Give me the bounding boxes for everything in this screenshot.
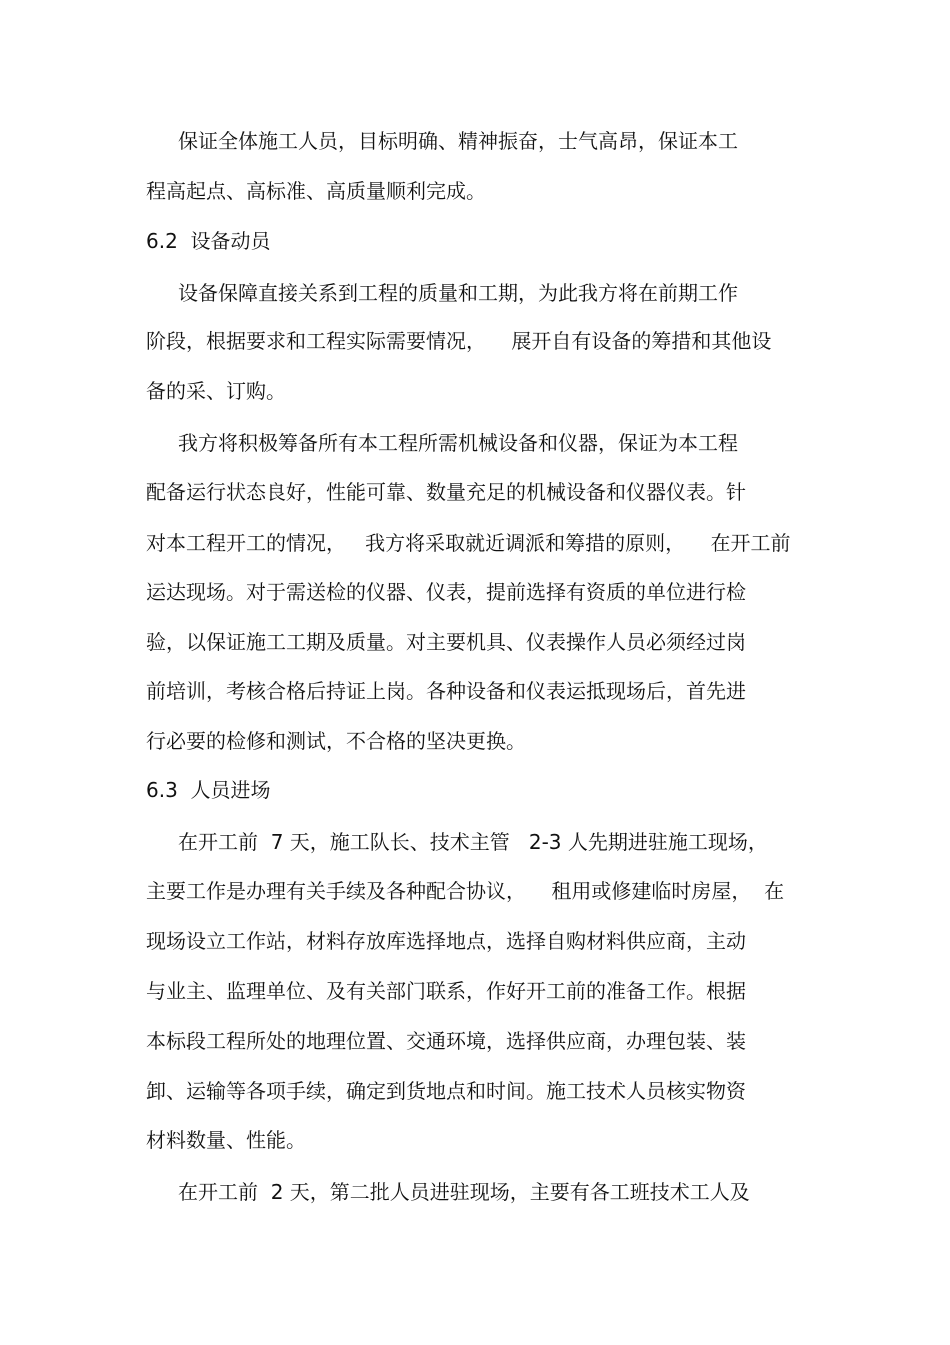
paragraph-line: 主要工作是办理有关手续及各种配合协议， 租用或修建临时房屋， 在 [146, 879, 785, 903]
paragraph-line: 配备运行状态良好，性能可靠、数量充足的机械设备和仪器仪表。针 [146, 480, 746, 504]
paragraph-line: 材料数量、性能。 [146, 1128, 306, 1152]
paragraph-line: 验，以保证施工工期及质量。对主要机具、仪表操作人员必须经过岗 [146, 630, 746, 654]
paragraph-line: 现场设立工作站，材料存放库选择地点，选择自购材料供应商，主动 [146, 929, 746, 953]
paragraph-line: 本标段工程所处的地理位置、交通环境，选择供应商，办理包装、装 [146, 1029, 746, 1053]
paragraph-line: 在开工前 2 天，第二批人员进驻现场，主要有各工班技术工人及 [178, 1180, 750, 1204]
paragraph-line: 对本工程开工的情况， 我方将采取就近调派和筹措的原则， 在开工前 [146, 531, 791, 555]
paragraph-line: 我方将积极筹备所有本工程所需机械设备和仪器，保证为本工程 [178, 431, 738, 455]
paragraph-line: 卸、运输等各项手续，确定到货地点和时间。施工技术人员核实物资 [146, 1079, 746, 1103]
paragraph-line: 前培训，考核合格后持证上岗。各种设备和仪表运抵现场后，首先进 [146, 679, 746, 703]
paragraph-line: 与业主、监理单位、及有关部门联系，作好开工前的准备工作。根据 [146, 979, 746, 1003]
paragraph-line: 运达现场。对于需送检的仪器、仪表，提前选择有资质的单位进行检 [146, 580, 746, 604]
section-heading-6-2: 6.2 设备动员 [146, 229, 271, 253]
paragraph-line: 程高起点、高标准、高质量顺利完成。 [146, 179, 486, 203]
paragraph-line: 在开工前 7 天，施工队长、技术主管 2-3 人先期进驻施工现场， [178, 830, 768, 854]
paragraph-line: 设备保障直接关系到工程的质量和工期，为此我方将在前期工作 [178, 281, 738, 305]
section-heading-6-3: 6.3 人员进场 [146, 778, 271, 802]
paragraph-line: 保证全体施工人员，目标明确、精神振奋，士气高昂，保证本工 [178, 129, 738, 153]
paragraph-line: 阶段，根据要求和工程实际需要情况， 展开自有设备的筹措和其他设 [146, 329, 772, 353]
paragraph-line: 备的采、订购。 [146, 379, 286, 403]
paragraph-line: 行必要的检修和测试，不合格的坚决更换。 [146, 729, 526, 753]
